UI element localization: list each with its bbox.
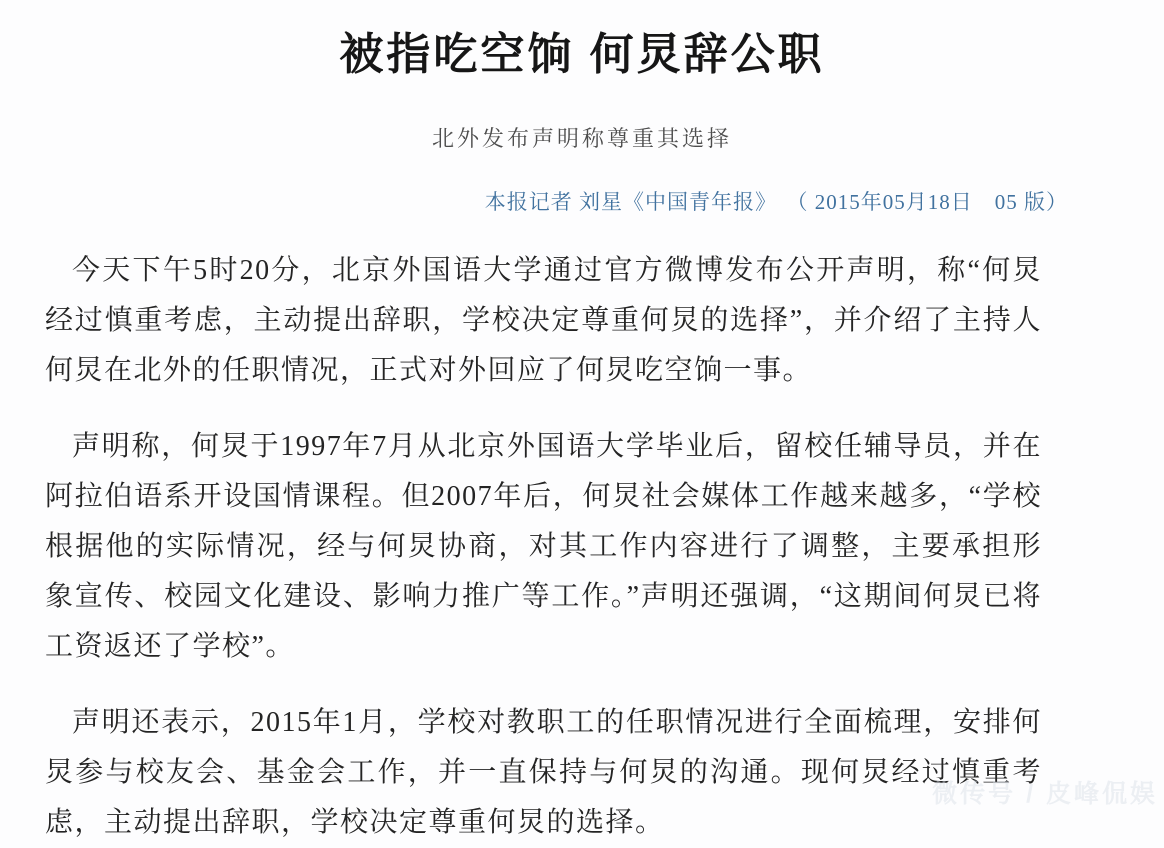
paragraph-3: 声明还表示，2015年1月，学校对教职工的任职情况进行全面梳理，安排何炅参与校友会、基金会工作，并一直保持与何炅的沟通。现何炅经过慎重考虑，主动提出辞职，学校决定尊重何炅的选择。	[45, 707, 1042, 838]
paragraph-1: 今天下午5时20分，北京外国语大学通过官方微博发布公开声明，称“何炅经过慎重考虑，主动提出辞职，学校决定尊重何炅的选择”，并介绍了主持人何炅在北外的任职情况，正式对外回应了何炅吃空饷一事。	[45, 255, 1042, 386]
byline-issue: （ 2015年05月18日 05 版）	[797, 190, 1068, 214]
article-body	[45, 246, 1042, 848]
paragraph-2: 声明称，何炅于1997年7月从北京外国语大学毕业后，留校任辅导员，并在阿拉伯语系开设国情课程。但2007年后，何炅社会媒体工作越来越多，“学校根据他的实际情况，经与何炅协商，对其工作内容进行了调整，主要承担形象宣传、校园文化建设、影响力推广等工作。”声明还强调，“这期间何炅已将工资返还了学校”。	[45, 431, 1042, 662]
article-title: 被指吃空饷 何炅辞公职	[339, 30, 825, 79]
byline	[0, 186, 1068, 216]
article-subtitle: 北外发布声明称尊重其选择	[431, 126, 732, 151]
byline-reporter: 本报记者 刘星	[484, 190, 623, 214]
watermark: 微传号 / 皮峰侃娱	[932, 780, 1158, 808]
byline-publication: 《中国青年报》	[623, 190, 777, 214]
